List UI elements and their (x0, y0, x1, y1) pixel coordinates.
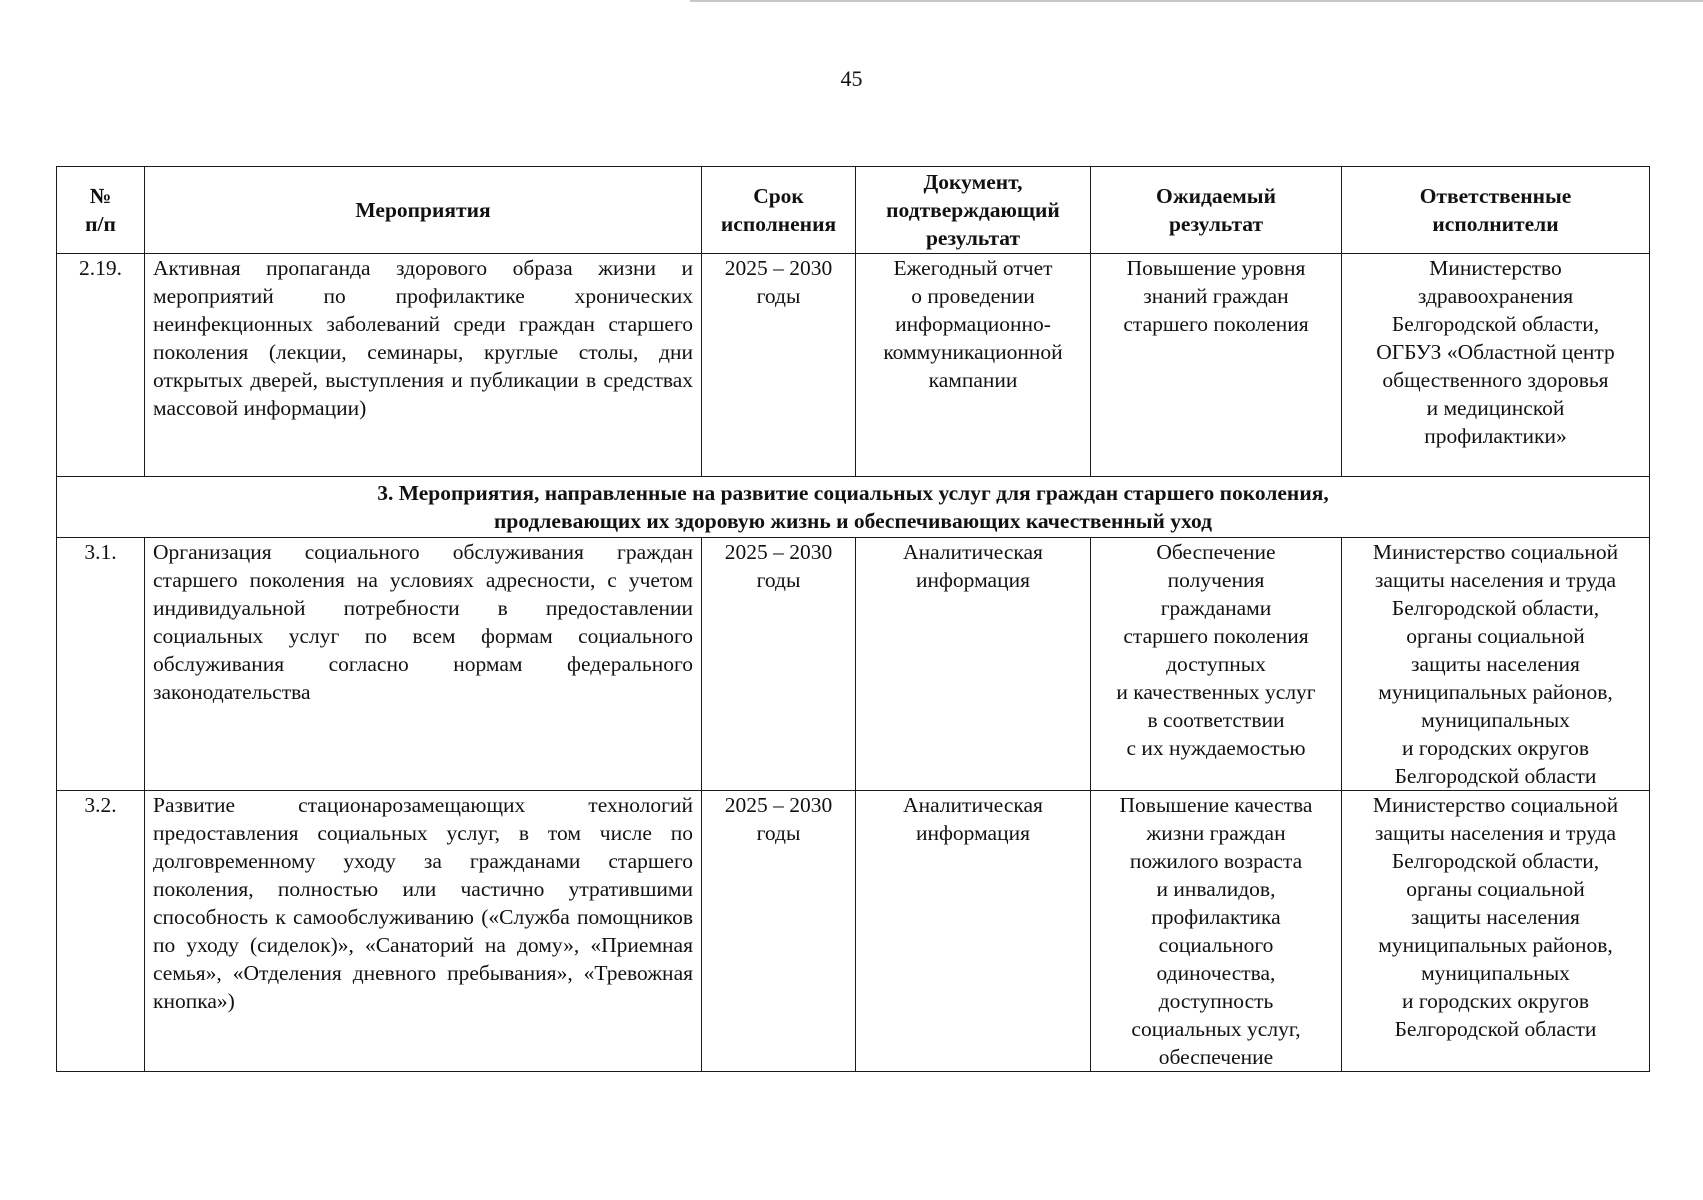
table-header-row (57, 167, 1650, 254)
row-document: Аналитическая информация (856, 538, 1091, 791)
header-num: № п/п (57, 167, 145, 254)
row-result: Повышение качества жизни граждан пожилого возраста и инвалидов, профилактика социального одиночества, доступность социальных услуг, обеспечение (1091, 791, 1342, 1072)
row-activity: Активная пропаганда здорового образа жизни и мероприятий по профилактике хронических неинфекционных заболеваний среди граждан старшего поколения (лекции, семинары, круглые столы, дни открытых дверей, выступления и публикации в средствах массовой информации) (145, 254, 702, 477)
table-row (57, 538, 1650, 791)
table-row (57, 791, 1650, 1072)
row-document: Аналитическая информация (856, 791, 1091, 1072)
header-executors: Ответственные исполнители (1342, 167, 1650, 254)
header-result: Ожидаемый результат (1091, 167, 1342, 254)
header-activities: Мероприятия (145, 167, 702, 254)
row-activity: Развитие стационарозамещающих технологий предоставления социальных услуг, в том числе по долговременному уходу за гражданами старшего поколения, полностью или частично утратившими способность к самообслуживанию («Служба помощников по уходу (сиделок)», «Санаторий на дому», «Приемная семья», «Отделения дневного пребывания», «Тревожная кнопка») (145, 791, 702, 1072)
header-document: Документ, подтверждающий результат (856, 167, 1091, 254)
row-executors: Министерство здравоохранения Белгородской области, ОГБУЗ «Областной центр общественного здоровья и медицинской профилактики» (1342, 254, 1650, 477)
row-deadline: 2025 – 2030 годы (702, 254, 856, 477)
header-deadline: Срок исполнения (702, 167, 856, 254)
row-result: Обеспечение получения гражданами старшего поколения доступных и качественных услуг в соответствии с их нуждаемостью (1091, 538, 1342, 791)
row-deadline: 2025 – 2030 годы (702, 538, 856, 791)
section-heading-row (57, 477, 1650, 538)
row-number: 3.1. (57, 538, 145, 791)
section-heading: 3. Мероприятия, направленные на развитие социальных услуг для граждан старшего поколения, продлевающих их здоровую жизнь и обеспечивающих качественный уход (57, 477, 1650, 538)
row-executors: Министерство социальной защиты населения и труда Белгородской области, органы социальной защиты населения муниципальных районов, муниципальных и городских округов Белгородской области (1342, 538, 1650, 791)
row-result: Повышение уровня знаний граждан старшего поколения (1091, 254, 1342, 477)
scan-edge-line (690, 0, 1703, 2)
page-number: 45 (840, 66, 863, 91)
row-document: Ежегодный отчет о проведении информационно- коммуникационной кампании (856, 254, 1091, 477)
row-executors: Министерство социальной защиты населения и труда Белгородской области, органы социальной защиты населения муниципальных районов, муниципальных и городских округов Белгородской области (1342, 791, 1650, 1072)
row-activity: Организация социального обслуживания граждан старшего поколения на условиях адресности, с учетом индивидуальной потребности в предоставлении социальных услуг по всем формам социального обслуживания согласно нормам федерального законодательства (145, 538, 702, 791)
row-deadline: 2025 – 2030 годы (702, 791, 856, 1072)
activities-table (56, 166, 1650, 1072)
row-number: 3.2. (57, 791, 145, 1072)
table-row (57, 254, 1650, 477)
row-number: 2.19. (57, 254, 145, 477)
